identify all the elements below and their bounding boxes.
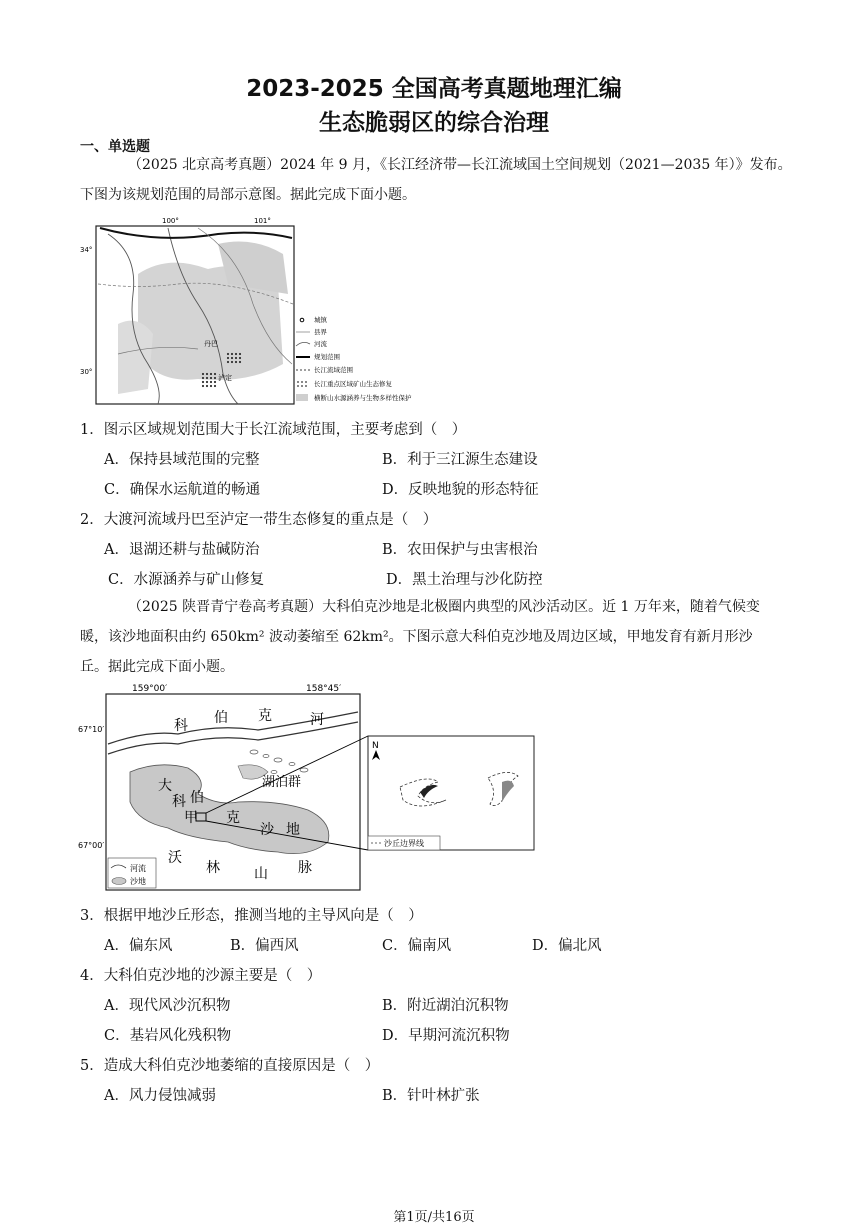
map2-sand-char-4: 克: [226, 810, 240, 826]
map1-legend-basin: 长江流域范围: [314, 366, 353, 374]
map2-jia-label: 甲: [184, 810, 198, 826]
question-1-stem: 1．图示区域规划范围大于长江流域范围，主要考虑到（ ）: [80, 422, 467, 438]
map1-legend-conservation: 横断山水源涵养与生物多样性保护: [314, 394, 412, 402]
page-footer: 第1页/共16页: [393, 1210, 475, 1225]
map1-figure: [78, 214, 438, 410]
intro1-line2: 下图为该规划范围的局部示意图。据此完成下面小题。: [80, 187, 416, 203]
map2-sand-char-6: 地: [286, 822, 300, 838]
q2-option-a[interactable]: A．退湖还耕与盐碱防治: [104, 542, 260, 558]
map2-inset-legend: 沙丘边界线: [384, 839, 424, 848]
q4-option-a[interactable]: A．现代风沙沉积物: [104, 998, 231, 1014]
map2-range-char-1: 沃: [168, 850, 182, 866]
q3-option-a[interactable]: A．偏东风: [104, 938, 173, 954]
q5-option-b[interactable]: B．针叶林扩张: [382, 1088, 480, 1104]
question-5-stem: 5．造成大科伯克沙地萎缩的直接原因是（ ）: [80, 1058, 380, 1074]
map2-legend-sand: 沙地: [130, 877, 146, 886]
q1-option-b[interactable]: B．利于三江源生态建设: [382, 452, 538, 468]
intro2-line3: 丘。据此完成下面小题。: [80, 659, 234, 675]
map2-river-char-4: 河: [310, 712, 324, 728]
map2-north-label: N: [372, 741, 379, 751]
map2-lon-left: 159°00′: [132, 684, 168, 694]
q1-option-a[interactable]: A．保持县域范围的完整: [104, 452, 260, 468]
map1-legend-mining: 长江重点区域矿山生态修复: [314, 380, 392, 388]
q3-option-c[interactable]: C．偏南风: [382, 938, 452, 954]
q2-option-c[interactable]: C．水源涵养与矿山修复: [108, 572, 265, 588]
page-title: 2023-2025 全国高考真题地理汇编: [246, 76, 622, 102]
map1-legend-plan: 规划范围: [314, 353, 340, 361]
page-subtitle: 生态脆弱区的综合治理: [319, 110, 549, 136]
question-4-stem: 4．大科伯克沙地的沙源主要是（ ）: [80, 968, 322, 984]
map1-legend-county: 县界: [314, 328, 327, 336]
map2-range-char-3: 山: [254, 866, 268, 882]
q1-option-d[interactable]: D．反映地貌的形态特征: [382, 482, 539, 498]
section-heading: 一、单选题: [80, 139, 150, 155]
map2-river-char-2: 伯: [214, 710, 228, 726]
intro2-line1: （2025 陕晋青宁卷高考真题）大科伯克沙地是北极圈内典型的风沙活动区。近 1 万年来，随着气候变: [128, 599, 760, 615]
map2-lon-right: 158°45′: [306, 684, 342, 694]
q4-option-b[interactable]: B．附近湖泊沉积物: [382, 998, 509, 1014]
q4-option-c[interactable]: C．基岩风化残积物: [104, 1028, 232, 1044]
map1-lat-bottom: 30°: [80, 368, 93, 376]
map1-legend-town: 城镇: [314, 316, 327, 324]
map2-lat-bottom: 67°00′: [78, 841, 105, 850]
question-2-stem: 2．大渡河流域丹巴至泸定一带生态修复的重点是（ ）: [80, 512, 438, 528]
map1-lon-left: 100°: [162, 217, 179, 225]
map1-place-danba: 丹巴: [204, 340, 218, 348]
map2-lake-label: 湖泊群: [262, 775, 302, 790]
map2-river-char-1: 科: [174, 718, 188, 734]
map1-lat-top: 34°: [80, 246, 93, 254]
map2-figure: [78, 682, 538, 894]
map2-legend-river: 河流: [130, 864, 146, 873]
map2-range-char-4: 脉: [298, 860, 312, 876]
q2-option-b[interactable]: B．农田保护与虫害根治: [382, 542, 538, 558]
intro2-line2: 暖，该沙地面积由约 650km² 波动萎缩至 62km²。下图示意大科伯克沙地及周边区域，甲地发育有新月形沙: [80, 629, 753, 645]
q1-option-c[interactable]: C．确保水运航道的畅通: [104, 482, 261, 498]
map2-sand-char-3: 伯: [190, 790, 204, 806]
map1-place-luding: 泸定: [218, 374, 232, 382]
map2-river-char-3: 克: [258, 708, 272, 724]
question-3-stem: 3．根据甲地沙丘形态，推测当地的主导风向是（ ）: [80, 908, 423, 924]
map2-lat-top: 67°10′: [78, 725, 105, 734]
intro1-line1: （2025 北京高考真题）2024 年 9 月，《长江经济带—长江流域国土空间规划（2021—2035 年）》发布。: [128, 157, 792, 173]
map2-sand-char-2: 科: [172, 794, 186, 810]
q4-option-d[interactable]: D．早期河流沉积物: [382, 1028, 510, 1044]
q5-option-a[interactable]: A．风力侵蚀减弱: [104, 1088, 216, 1104]
map2-sand-char-1: 大: [158, 778, 172, 794]
map1-lon-right: 101°: [254, 217, 271, 225]
q3-option-b[interactable]: B．偏西风: [230, 938, 299, 954]
map1-legend-river: 河流: [314, 340, 327, 348]
q2-option-d[interactable]: D．黑土治理与沙化防控: [386, 572, 543, 588]
q3-option-d[interactable]: D．偏北风: [532, 938, 602, 954]
map2-range-char-2: 林: [206, 860, 220, 876]
map2-sand-char-5: 沙: [260, 822, 274, 838]
